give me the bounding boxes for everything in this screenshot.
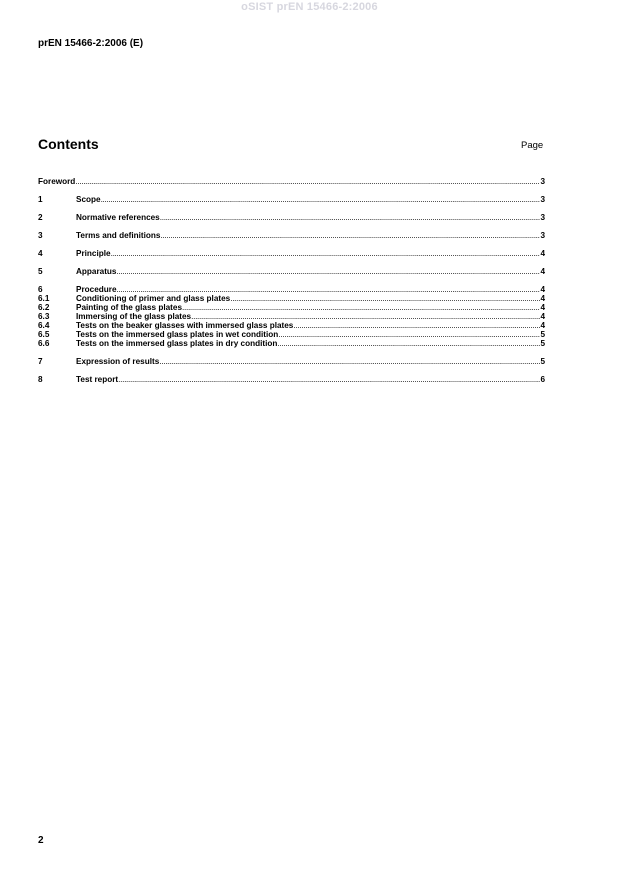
toc-entry-title: Immersing of the glass plates [76, 312, 192, 321]
toc-entry-number: 6.1 [38, 294, 50, 303]
toc-entry-page: 3 [540, 213, 545, 222]
toc-entry-number: 6.3 [38, 312, 50, 321]
toc-entry-title: Normative references [76, 213, 160, 222]
toc-entry-number: 4 [38, 249, 43, 258]
toc-entry-page: 3 [540, 177, 545, 186]
toc-entry-apparatus[interactable] [38, 266, 545, 277]
toc-entry-page: 5 [540, 357, 545, 366]
toc-entry-page: 6 [540, 375, 545, 384]
toc-entry-number: 5 [38, 267, 43, 276]
toc-entry-normative-references[interactable] [38, 212, 545, 223]
toc-entry-title: Scope [76, 195, 101, 204]
toc-entry-title: Tests on the immersed glass plates in dry condition [76, 339, 278, 348]
toc-entry-page: 4 [540, 285, 545, 294]
toc-entry-title: Procedure [76, 285, 117, 294]
toc-entry-title: Terms and definitions [76, 231, 161, 240]
toc-entry-page: 4 [540, 303, 545, 312]
toc-entry-test-report[interactable] [38, 374, 545, 385]
document-id: prEN 15466-2:2006 (E) [38, 38, 144, 49]
toc-entry-expression-of-results[interactable] [38, 356, 545, 367]
toc-entry-number: 1 [38, 195, 43, 204]
leader-dots [160, 212, 541, 223]
toc-entry-title: Foreword [38, 177, 76, 186]
toc-entry-title: Tests on the beaker glasses with immersed glass plates [76, 321, 294, 330]
toc-entry-number: 6.5 [38, 330, 50, 339]
leader-dots [159, 356, 540, 367]
toc-entry-scope[interactable] [38, 194, 545, 205]
toc-entry-principle[interactable] [38, 248, 545, 259]
leader-dots [111, 248, 541, 259]
leader-dots [118, 374, 540, 385]
contents-heading: Contents [38, 136, 99, 152]
toc-entry-page: 3 [540, 195, 545, 204]
toc-entry-number: 6.2 [38, 303, 50, 312]
toc-entry-title: Principle [76, 249, 111, 258]
toc-entry-title: Apparatus [76, 267, 117, 276]
toc-entry-number: 2 [38, 213, 43, 222]
toc-entry-page: 4 [540, 249, 545, 258]
toc-entry-title: Painting of the glass plates [76, 303, 183, 312]
toc-entry-number: 7 [38, 357, 43, 366]
toc-entry-number: 8 [38, 375, 43, 384]
toc-entry-foreword[interactable] [38, 176, 545, 187]
toc-entry-title: Tests on the immersed glass plates in wet condition [76, 330, 279, 339]
toc-entry-page: 4 [540, 312, 545, 321]
toc-entry-page: 3 [540, 231, 545, 240]
toc-entry-number: 3 [38, 231, 43, 240]
toc-entry-title: Test report [76, 375, 119, 384]
toc-entry-page: 5 [540, 339, 545, 348]
toc-entry-number: 6 [38, 285, 43, 294]
leader-dots [101, 194, 541, 205]
toc-entry-number: 6.4 [38, 321, 50, 330]
page-column-label: Page [521, 140, 544, 151]
page-number: 2 [38, 835, 44, 846]
leader-dots [160, 230, 540, 241]
toc-entry-dry-condition[interactable] [38, 338, 545, 349]
toc-entry-title: Expression of results [76, 357, 160, 366]
watermark: oSIST prEN 15466-2:2006 [241, 1, 378, 13]
leader-dots [117, 266, 541, 277]
toc-entry-page: 4 [540, 321, 545, 330]
toc-entry-page: 5 [540, 330, 545, 339]
toc-entry-terms-and-definitions[interactable] [38, 230, 545, 241]
leader-dots [277, 338, 540, 349]
toc-entry-page: 4 [540, 267, 545, 276]
leader-dots [75, 176, 540, 187]
toc-entry-page: 4 [540, 294, 545, 303]
toc-entry-title: Conditioning of primer and glass plates [76, 294, 231, 303]
toc-entry-number: 6.6 [38, 339, 50, 348]
